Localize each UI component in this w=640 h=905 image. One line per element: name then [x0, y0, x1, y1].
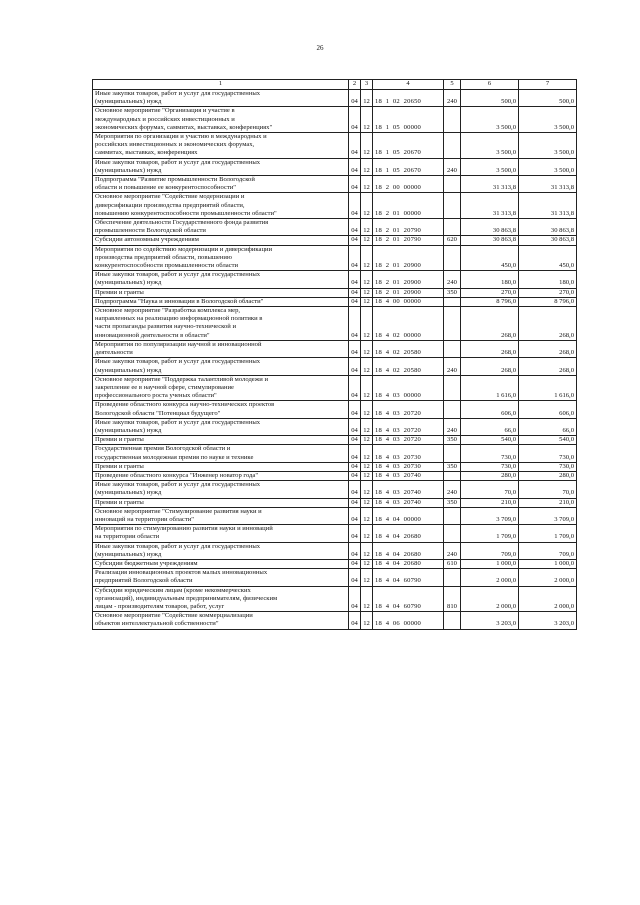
- table-row: [93, 569, 577, 586]
- budget-table: [92, 79, 577, 630]
- expense-type-cell: 610: [444, 559, 461, 568]
- target-article-cell: 18 2 01 20900: [373, 271, 444, 288]
- subsection-code-cell: 12: [361, 481, 373, 498]
- row-name-cell: Иные закупки товаров, работ и услуг для государственных (муниципальных) нужд: [93, 271, 349, 288]
- amount-year2-cell: 730,0: [519, 462, 577, 471]
- subsection-code-cell: 12: [361, 436, 373, 445]
- amount-year2-cell: 8 796,0: [519, 297, 577, 306]
- table-row: [93, 193, 577, 219]
- amount-year1-cell: 3 203,0: [461, 612, 519, 629]
- column-header: 3: [361, 80, 373, 90]
- expense-type-cell: [444, 297, 461, 306]
- expense-type-cell: 350: [444, 436, 461, 445]
- amount-year1-cell: 31 313,8: [461, 176, 519, 193]
- row-name-cell: Основное мероприятие "Содействие модернизации и диверсификации производства предприятий области, повышению конкурентоспособности промышленности области": [93, 193, 349, 219]
- amount-year1-cell: 8 796,0: [461, 297, 519, 306]
- amount-year2-cell: 180,0: [519, 271, 577, 288]
- row-name-cell: Реализация инновационных проектов малых инновационных предприятий Вологодской области: [93, 569, 349, 586]
- table-row: [93, 340, 577, 357]
- table-row: [93, 507, 577, 524]
- row-name-cell: Премии и гранты: [93, 288, 349, 297]
- section-code-cell: 04: [349, 507, 361, 524]
- amount-year1-cell: 31 313,8: [461, 193, 519, 219]
- row-name-cell: Государственная премия Вологодской области и государственная молодежная премия по науке и технике: [93, 445, 349, 462]
- section-code-cell: 04: [349, 307, 361, 341]
- table-row: [93, 542, 577, 559]
- amount-year1-cell: 180,0: [461, 271, 519, 288]
- section-code-cell: 04: [349, 193, 361, 219]
- row-name-cell: Основное мероприятие "Стимулирование развития науки и инноваций на территории области": [93, 507, 349, 524]
- expense-type-cell: 350: [444, 288, 461, 297]
- table-row: [93, 525, 577, 542]
- amount-year1-cell: 709,0: [461, 542, 519, 559]
- row-name-cell: Основное мероприятие "Содействие коммерциализации объектов интеллектуальной собственности": [93, 612, 349, 629]
- amount-year1-cell: 730,0: [461, 462, 519, 471]
- amount-year2-cell: 500,0: [519, 90, 577, 107]
- section-code-cell: 04: [349, 436, 361, 445]
- row-name-cell: Проведение областного конкурса научно-технических проектов Вологодской области "Потенциал будущего": [93, 401, 349, 418]
- row-name-cell: Субсидии юридическим лицам (кроме некоммерческих организаций), индивидуальным предпринимателям, физическим лицам - производителям товаров, работ, услуг: [93, 586, 349, 612]
- amount-year1-cell: 210,0: [461, 498, 519, 507]
- row-name-cell: Проведение областного конкурса "Инженер новатор года": [93, 471, 349, 480]
- expense-type-cell: [444, 375, 461, 401]
- amount-year2-cell: 709,0: [519, 542, 577, 559]
- target-article-cell: 18 4 03 20720: [373, 436, 444, 445]
- amount-year2-cell: 730,0: [519, 445, 577, 462]
- amount-year2-cell: 2 000,0: [519, 569, 577, 586]
- amount-year1-cell: 30 863,8: [461, 219, 519, 236]
- amount-year2-cell: 3 500,0: [519, 158, 577, 175]
- amount-year1-cell: 268,0: [461, 358, 519, 375]
- row-name-cell: Иные закупки товаров, работ и услуг для государственных (муниципальных) нужд: [93, 358, 349, 375]
- column-header: 5: [444, 80, 461, 90]
- expense-type-cell: [444, 612, 461, 629]
- table-row: [93, 245, 577, 271]
- expense-type-cell: [444, 445, 461, 462]
- amount-year1-cell: 450,0: [461, 245, 519, 271]
- target-article-cell: 18 2 01 20790: [373, 219, 444, 236]
- table-row: [93, 271, 577, 288]
- amount-year2-cell: 268,0: [519, 358, 577, 375]
- section-code-cell: 04: [349, 418, 361, 435]
- row-name-cell: Иные закупки товаров, работ и услуг для государственных (муниципальных) нужд: [93, 418, 349, 435]
- amount-year1-cell: 500,0: [461, 90, 519, 107]
- subsection-code-cell: 12: [361, 158, 373, 175]
- subsection-code-cell: 12: [361, 107, 373, 133]
- subsection-code-cell: 12: [361, 401, 373, 418]
- section-code-cell: 04: [349, 176, 361, 193]
- expense-type-cell: [444, 507, 461, 524]
- section-code-cell: 04: [349, 586, 361, 612]
- amount-year2-cell: 268,0: [519, 340, 577, 357]
- target-article-cell: 18 4 04 60790: [373, 569, 444, 586]
- target-article-cell: 18 4 04 20680: [373, 525, 444, 542]
- table-row: [93, 375, 577, 401]
- amount-year1-cell: 2 000,0: [461, 586, 519, 612]
- section-code-cell: 04: [349, 133, 361, 159]
- amount-year1-cell: 268,0: [461, 307, 519, 341]
- column-header: 6: [461, 80, 519, 90]
- target-article-cell: 18 4 03 20740: [373, 481, 444, 498]
- subsection-code-cell: 12: [361, 375, 373, 401]
- section-code-cell: 04: [349, 107, 361, 133]
- table-row: [93, 436, 577, 445]
- section-code-cell: 04: [349, 375, 361, 401]
- target-article-cell: 18 1 02 20650: [373, 90, 444, 107]
- subsection-code-cell: 12: [361, 525, 373, 542]
- table-row: [93, 471, 577, 480]
- expense-type-cell: [444, 107, 461, 133]
- amount-year2-cell: 2 000,0: [519, 586, 577, 612]
- section-code-cell: 04: [349, 340, 361, 357]
- target-article-cell: 18 4 03 20740: [373, 498, 444, 507]
- amount-year2-cell: 268,0: [519, 307, 577, 341]
- amount-year2-cell: 30 863,8: [519, 236, 577, 245]
- row-name-cell: Мероприятия по содействию модернизации и диверсификации производства предприятий области, повышению конкурентоспособности промышленности области: [93, 245, 349, 271]
- row-name-cell: Подпрограмма "Развитие промышленности Вологодской области и повышение ее конкурентоспособности": [93, 176, 349, 193]
- column-header: 1: [93, 80, 349, 90]
- target-article-cell: 18 4 03 20720: [373, 401, 444, 418]
- subsection-code-cell: 12: [361, 271, 373, 288]
- subsection-code-cell: 12: [361, 462, 373, 471]
- table-row: [93, 90, 577, 107]
- row-name-cell: Субсидии автономным учреждениям: [93, 236, 349, 245]
- amount-year2-cell: 270,0: [519, 288, 577, 297]
- target-article-cell: 18 2 00 00000: [373, 176, 444, 193]
- table-row: [93, 462, 577, 471]
- expense-type-cell: 810: [444, 586, 461, 612]
- section-code-cell: 04: [349, 462, 361, 471]
- row-name-cell: Мероприятия по популяризации научной и инновационной деятельности: [93, 340, 349, 357]
- target-article-cell: 18 2 01 20900: [373, 288, 444, 297]
- target-article-cell: 18 4 04 00000: [373, 507, 444, 524]
- target-article-cell: 18 4 00 00000: [373, 297, 444, 306]
- target-article-cell: 18 4 04 20680: [373, 559, 444, 568]
- row-name-cell: Иные закупки товаров, работ и услуг для государственных (муниципальных) нужд: [93, 481, 349, 498]
- amount-year1-cell: 268,0: [461, 340, 519, 357]
- table-header-row: [93, 80, 577, 90]
- amount-year2-cell: 3 709,0: [519, 507, 577, 524]
- column-header: 7: [519, 80, 577, 90]
- target-article-cell: 18 2 01 00000: [373, 193, 444, 219]
- target-article-cell: 18 4 03 20720: [373, 418, 444, 435]
- row-name-cell: Основное мероприятие "Организация и участие в международных и российских инвестиционных и экономических форумах, саммитах, выставках, конференциях": [93, 107, 349, 133]
- amount-year1-cell: 270,0: [461, 288, 519, 297]
- section-code-cell: 04: [349, 498, 361, 507]
- row-name-cell: Подпрограмма "Наука и инновации в Вологодской области": [93, 297, 349, 306]
- subsection-code-cell: 12: [361, 176, 373, 193]
- section-code-cell: 04: [349, 525, 361, 542]
- target-article-cell: 18 1 05 20670: [373, 133, 444, 159]
- table-row: [93, 133, 577, 159]
- section-code-cell: 04: [349, 236, 361, 245]
- section-code-cell: 04: [349, 612, 361, 629]
- table-row: [93, 401, 577, 418]
- section-code-cell: 04: [349, 481, 361, 498]
- amount-year1-cell: 540,0: [461, 436, 519, 445]
- amount-year1-cell: 280,0: [461, 471, 519, 480]
- expense-type-cell: [444, 176, 461, 193]
- amount-year2-cell: 1 709,0: [519, 525, 577, 542]
- section-code-cell: 04: [349, 445, 361, 462]
- expense-type-cell: 240: [444, 418, 461, 435]
- subsection-code-cell: 12: [361, 297, 373, 306]
- subsection-code-cell: 12: [361, 418, 373, 435]
- table-row: [93, 612, 577, 629]
- amount-year2-cell: 30 863,8: [519, 219, 577, 236]
- section-code-cell: 04: [349, 358, 361, 375]
- section-code-cell: 04: [349, 158, 361, 175]
- amount-year1-cell: 3 500,0: [461, 158, 519, 175]
- section-code-cell: 04: [349, 219, 361, 236]
- amount-year1-cell: 3 500,0: [461, 107, 519, 133]
- expense-type-cell: [444, 133, 461, 159]
- table-row: [93, 586, 577, 612]
- row-name-cell: Премии и гранты: [93, 462, 349, 471]
- table-row: [93, 297, 577, 306]
- target-article-cell: 18 2 01 20900: [373, 245, 444, 271]
- amount-year1-cell: 30 863,8: [461, 236, 519, 245]
- expense-type-cell: [444, 245, 461, 271]
- table-row: [93, 559, 577, 568]
- amount-year1-cell: 2 000,0: [461, 569, 519, 586]
- table-row: [93, 481, 577, 498]
- expense-type-cell: [444, 525, 461, 542]
- table-row: [93, 236, 577, 245]
- subsection-code-cell: 12: [361, 219, 373, 236]
- section-code-cell: 04: [349, 297, 361, 306]
- target-article-cell: 18 4 02 20580: [373, 340, 444, 357]
- row-name-cell: Иные закупки товаров, работ и услуг для государственных (муниципальных) нужд: [93, 158, 349, 175]
- target-article-cell: 18 4 04 60790: [373, 586, 444, 612]
- section-code-cell: 04: [349, 542, 361, 559]
- table-row: [93, 418, 577, 435]
- amount-year1-cell: 3 500,0: [461, 133, 519, 159]
- table-body: [93, 90, 577, 630]
- section-code-cell: 04: [349, 245, 361, 271]
- target-article-cell: 18 4 02 00000: [373, 307, 444, 341]
- expense-type-cell: [444, 401, 461, 418]
- table-row: [93, 498, 577, 507]
- row-name-cell: Обеспечение деятельности Государственного фонда развития промышленности Вологодской области: [93, 219, 349, 236]
- row-name-cell: Иные закупки товаров, работ и услуг для государственных (муниципальных) нужд: [93, 542, 349, 559]
- section-code-cell: 04: [349, 90, 361, 107]
- row-name-cell: Субсидии бюджетным учреждениям: [93, 559, 349, 568]
- row-name-cell: Премии и гранты: [93, 498, 349, 507]
- target-article-cell: 18 4 03 00000: [373, 375, 444, 401]
- expense-type-cell: 240: [444, 158, 461, 175]
- subsection-code-cell: 12: [361, 307, 373, 341]
- amount-year2-cell: 280,0: [519, 471, 577, 480]
- row-name-cell: Премии и гранты: [93, 436, 349, 445]
- column-header: 2: [349, 80, 361, 90]
- column-header: 4: [373, 80, 444, 90]
- row-name-cell: Основное мероприятие "Разработка комплекса мер, направленных на реализацию информационной политики в части пропаганды развития научно-технической и инновационной деятельности в области": [93, 307, 349, 341]
- section-code-cell: 04: [349, 559, 361, 568]
- subsection-code-cell: 12: [361, 507, 373, 524]
- amount-year1-cell: 606,0: [461, 401, 519, 418]
- subsection-code-cell: 12: [361, 612, 373, 629]
- amount-year2-cell: 66,0: [519, 418, 577, 435]
- section-code-cell: 04: [349, 569, 361, 586]
- subsection-code-cell: 12: [361, 358, 373, 375]
- amount-year1-cell: 730,0: [461, 445, 519, 462]
- target-article-cell: 18 4 03 20730: [373, 462, 444, 471]
- expense-type-cell: 620: [444, 236, 461, 245]
- amount-year1-cell: 1 709,0: [461, 525, 519, 542]
- amount-year2-cell: 606,0: [519, 401, 577, 418]
- expense-type-cell: 240: [444, 542, 461, 559]
- table-row: [93, 158, 577, 175]
- section-code-cell: 04: [349, 271, 361, 288]
- target-article-cell: 18 1 05 00000: [373, 107, 444, 133]
- expense-type-cell: [444, 307, 461, 341]
- amount-year1-cell: 66,0: [461, 418, 519, 435]
- amount-year2-cell: 1 000,0: [519, 559, 577, 568]
- expense-type-cell: [444, 471, 461, 480]
- amount-year2-cell: 540,0: [519, 436, 577, 445]
- subsection-code-cell: 12: [361, 288, 373, 297]
- table-row: [93, 107, 577, 133]
- amount-year2-cell: 450,0: [519, 245, 577, 271]
- table-row: [93, 358, 577, 375]
- expense-type-cell: [444, 340, 461, 357]
- amount-year1-cell: 1 000,0: [461, 559, 519, 568]
- amount-year2-cell: 3 500,0: [519, 107, 577, 133]
- subsection-code-cell: 12: [361, 133, 373, 159]
- amount-year2-cell: 70,0: [519, 481, 577, 498]
- target-article-cell: 18 4 04 20680: [373, 542, 444, 559]
- table-row: [93, 176, 577, 193]
- subsection-code-cell: 12: [361, 340, 373, 357]
- expense-type-cell: 350: [444, 462, 461, 471]
- subsection-code-cell: 12: [361, 498, 373, 507]
- amount-year2-cell: 210,0: [519, 498, 577, 507]
- expense-type-cell: 350: [444, 498, 461, 507]
- row-name-cell: Мероприятия по стимулированию развития науки и инноваций на территории области: [93, 525, 349, 542]
- expense-type-cell: 240: [444, 90, 461, 107]
- amount-year2-cell: 3 203,0: [519, 612, 577, 629]
- expense-type-cell: 240: [444, 358, 461, 375]
- subsection-code-cell: 12: [361, 559, 373, 568]
- row-name-cell: Иные закупки товаров, работ и услуг для государственных (муниципальных) нужд: [93, 90, 349, 107]
- target-article-cell: 18 4 06 00000: [373, 612, 444, 629]
- subsection-code-cell: 12: [361, 236, 373, 245]
- target-article-cell: 18 4 03 20740: [373, 471, 444, 480]
- table-row: [93, 307, 577, 341]
- table-row: [93, 288, 577, 297]
- amount-year2-cell: 31 313,8: [519, 176, 577, 193]
- row-name-cell: Мероприятия по организации и участию в международных и российских инвестиционных и экономических форумах, саммитах, выставках, конференциях: [93, 133, 349, 159]
- amount-year2-cell: 1 616,0: [519, 375, 577, 401]
- subsection-code-cell: 12: [361, 542, 373, 559]
- expense-type-cell: 240: [444, 271, 461, 288]
- table-row: [93, 445, 577, 462]
- subsection-code-cell: 12: [361, 90, 373, 107]
- expense-type-cell: [444, 193, 461, 219]
- subsection-code-cell: 12: [361, 245, 373, 271]
- amount-year2-cell: 31 313,8: [519, 193, 577, 219]
- subsection-code-cell: 12: [361, 569, 373, 586]
- target-article-cell: 18 2 01 20790: [373, 236, 444, 245]
- target-article-cell: 18 4 03 20730: [373, 445, 444, 462]
- expense-type-cell: [444, 569, 461, 586]
- amount-year1-cell: 70,0: [461, 481, 519, 498]
- page-number: 26: [316, 44, 324, 52]
- table-row: [93, 219, 577, 236]
- amount-year2-cell: 3 500,0: [519, 133, 577, 159]
- amount-year1-cell: 3 709,0: [461, 507, 519, 524]
- section-code-cell: 04: [349, 471, 361, 480]
- amount-year1-cell: 1 616,0: [461, 375, 519, 401]
- target-article-cell: 18 1 05 20670: [373, 158, 444, 175]
- row-name-cell: Основное мероприятие "Поддержка талантливой молодежи и закрепление ее в научной сфере, стимулирование профессионального роста ученых области": [93, 375, 349, 401]
- target-article-cell: 18 4 02 20580: [373, 358, 444, 375]
- subsection-code-cell: 12: [361, 471, 373, 480]
- expense-type-cell: [444, 219, 461, 236]
- section-code-cell: 04: [349, 401, 361, 418]
- section-code-cell: 04: [349, 288, 361, 297]
- expense-type-cell: 240: [444, 481, 461, 498]
- subsection-code-cell: 12: [361, 586, 373, 612]
- subsection-code-cell: 12: [361, 193, 373, 219]
- subsection-code-cell: 12: [361, 445, 373, 462]
